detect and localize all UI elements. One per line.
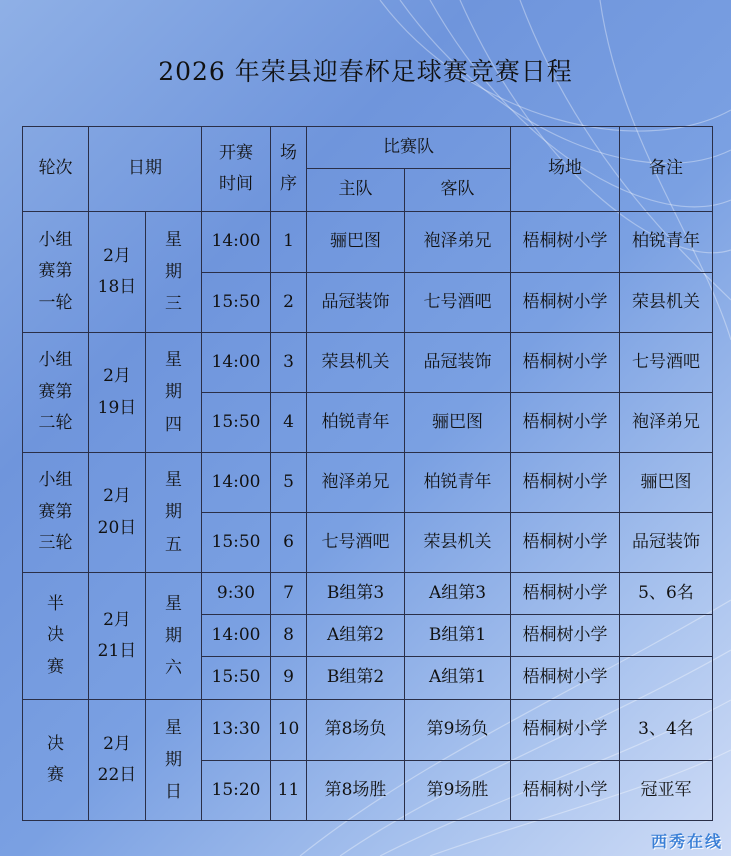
weekday-cell-line: 期 bbox=[165, 502, 182, 523]
header-match-line2: 序 bbox=[280, 174, 297, 194]
note-cell: 柏锐青年 bbox=[620, 212, 713, 273]
table-row bbox=[23, 700, 713, 761]
home-team-cell: 袍泽弟兄 bbox=[307, 453, 405, 513]
date-cell-line: 18日 bbox=[97, 277, 137, 297]
header-date: 日期 bbox=[89, 127, 202, 212]
home-team-cell: A组第2 bbox=[307, 615, 405, 657]
round-cell-line: 决 bbox=[47, 733, 64, 754]
weekday-cell-line: 星 bbox=[165, 470, 182, 491]
home-team-cell: 荣县机关 bbox=[307, 333, 405, 393]
match-no-cell: 7 bbox=[271, 573, 307, 615]
weekday-cell-line: 六 bbox=[165, 658, 182, 679]
venue-cell: 梧桐树小学 bbox=[511, 615, 620, 657]
date-cell bbox=[89, 573, 146, 700]
weekday-cell bbox=[146, 453, 202, 573]
date-cell-line: 2月 bbox=[103, 366, 131, 387]
venue-cell: 梧桐树小学 bbox=[511, 513, 620, 573]
time-cell: 15:50 bbox=[202, 657, 271, 700]
away-team-cell: 荣县机关 bbox=[405, 513, 511, 573]
away-team-cell: 骊巴图 bbox=[405, 393, 511, 453]
header-venue: 场地 bbox=[511, 127, 620, 212]
round-cell-line: 决 bbox=[47, 625, 64, 646]
round-cell bbox=[23, 453, 89, 573]
away-team-cell: B组第1 bbox=[405, 615, 511, 657]
venue-cell: 梧桐树小学 bbox=[511, 393, 620, 453]
date-cell bbox=[89, 700, 146, 821]
time-cell: 15:50 bbox=[202, 393, 271, 453]
date-cell-line: 2月 bbox=[103, 245, 131, 266]
table-row bbox=[23, 333, 713, 393]
weekday-cell-line: 四 bbox=[165, 414, 182, 435]
home-team-cell: 品冠装饰 bbox=[307, 273, 405, 333]
round-cell bbox=[23, 333, 89, 453]
header-teams: 比赛队 bbox=[307, 127, 511, 169]
note-cell: 3、4名 bbox=[620, 700, 713, 761]
weekday-cell-line: 五 bbox=[165, 534, 182, 555]
venue-cell: 梧桐树小学 bbox=[511, 273, 620, 333]
date-cell-line: 19日 bbox=[97, 397, 137, 418]
match-no-cell: 11 bbox=[271, 761, 307, 821]
home-team-cell: 第8场胜 bbox=[307, 761, 405, 821]
round-cell-line: 赛第 bbox=[38, 261, 73, 282]
venue-cell: 梧桐树小学 bbox=[511, 700, 620, 761]
away-team-cell: 品冠装饰 bbox=[405, 333, 511, 393]
match-no-cell: 4 bbox=[271, 393, 307, 453]
round-cell-line: 小组 bbox=[38, 350, 73, 371]
note-cell: 5、6名 bbox=[620, 573, 713, 615]
round-cell bbox=[23, 573, 89, 700]
weekday-cell-line: 星 bbox=[165, 350, 182, 371]
round-cell-line: 三轮 bbox=[38, 533, 73, 554]
away-team-cell: A组第3 bbox=[405, 573, 511, 615]
round-cell bbox=[23, 212, 89, 333]
date-cell bbox=[89, 212, 146, 333]
weekday-cell bbox=[146, 333, 202, 453]
time-cell: 14:00 bbox=[202, 333, 271, 393]
match-no-cell: 10 bbox=[271, 700, 307, 761]
venue-cell: 梧桐树小学 bbox=[511, 657, 620, 700]
table-row bbox=[23, 573, 713, 615]
date-cell bbox=[89, 333, 146, 453]
weekday-cell-line: 期 bbox=[165, 382, 182, 403]
home-team-cell: 骊巴图 bbox=[307, 212, 405, 273]
weekday-cell-line: 期 bbox=[165, 261, 182, 282]
time-cell: 15:20 bbox=[202, 761, 271, 821]
date-cell-line: 22日 bbox=[97, 765, 137, 785]
header-notes: 备注 bbox=[620, 127, 713, 212]
round-cell-line: 赛第 bbox=[38, 501, 73, 522]
note-cell bbox=[620, 615, 713, 657]
weekday-cell-line: 三 bbox=[165, 294, 182, 315]
time-cell: 14:00 bbox=[202, 453, 271, 513]
header-match-no bbox=[271, 127, 307, 212]
date-cell-line: 21日 bbox=[97, 641, 137, 661]
weekday-cell-line: 星 bbox=[165, 229, 182, 250]
round-cell bbox=[23, 700, 89, 821]
note-cell: 品冠装饰 bbox=[620, 513, 713, 573]
home-team-cell: 第8场负 bbox=[307, 700, 405, 761]
date-cell-line: 2月 bbox=[103, 733, 131, 754]
time-cell: 14:00 bbox=[202, 212, 271, 273]
round-cell-line: 一轮 bbox=[38, 292, 73, 313]
header-time-line2: 时间 bbox=[219, 174, 253, 194]
header-match-line1: 场 bbox=[280, 142, 297, 163]
venue-cell: 梧桐树小学 bbox=[511, 453, 620, 513]
match-no-cell: 2 bbox=[271, 273, 307, 333]
table-row bbox=[23, 453, 713, 513]
date-cell bbox=[89, 453, 146, 573]
round-cell-line: 小组 bbox=[38, 470, 73, 491]
note-cell: 荣县机关 bbox=[620, 273, 713, 333]
header-row bbox=[23, 127, 713, 169]
time-cell: 14:00 bbox=[202, 615, 271, 657]
round-cell-line: 半 bbox=[47, 593, 64, 614]
round-cell-line: 赛第 bbox=[38, 381, 73, 402]
match-no-cell: 5 bbox=[271, 453, 307, 513]
header-time bbox=[202, 127, 271, 212]
watermark-logo: 西秀在线 bbox=[650, 832, 723, 851]
date-cell-line: 2月 bbox=[103, 609, 131, 630]
page-title: 2026 年荣县迎春杯足球赛竞赛日程 bbox=[158, 57, 573, 86]
weekday-cell-line: 星 bbox=[165, 717, 182, 738]
weekday-cell bbox=[146, 573, 202, 700]
time-cell: 9:30 bbox=[202, 573, 271, 615]
note-cell: 袍泽弟兄 bbox=[620, 393, 713, 453]
table-row bbox=[23, 212, 713, 273]
round-cell-line: 小组 bbox=[38, 229, 73, 250]
match-no-cell: 8 bbox=[271, 615, 307, 657]
weekday-cell bbox=[146, 212, 202, 333]
away-team-cell: 柏锐青年 bbox=[405, 453, 511, 513]
time-cell: 13:30 bbox=[202, 700, 271, 761]
away-team-cell: A组第1 bbox=[405, 657, 511, 700]
note-cell: 冠亚军 bbox=[620, 761, 713, 821]
round-cell-line: 二轮 bbox=[38, 413, 73, 434]
note-cell: 七号酒吧 bbox=[620, 333, 713, 393]
weekday-cell bbox=[146, 700, 202, 821]
schedule-table bbox=[22, 126, 713, 821]
match-no-cell: 1 bbox=[271, 212, 307, 273]
time-cell: 15:50 bbox=[202, 513, 271, 573]
home-team-cell: 七号酒吧 bbox=[307, 513, 405, 573]
home-team-cell: B组第2 bbox=[307, 657, 405, 700]
match-no-cell: 9 bbox=[271, 657, 307, 700]
match-no-cell: 3 bbox=[271, 333, 307, 393]
note-cell: 骊巴图 bbox=[620, 453, 713, 513]
away-team-cell: 第9场胜 bbox=[405, 761, 511, 821]
venue-cell: 梧桐树小学 bbox=[511, 333, 620, 393]
away-team-cell: 第9场负 bbox=[405, 700, 511, 761]
away-team-cell: 袍泽弟兄 bbox=[405, 212, 511, 273]
away-team-cell: 七号酒吧 bbox=[405, 273, 511, 333]
round-cell-line: 赛 bbox=[47, 656, 64, 677]
date-cell-line: 20日 bbox=[97, 517, 137, 538]
round-cell-line: 赛 bbox=[47, 765, 64, 785]
header-round: 轮次 bbox=[23, 127, 89, 212]
venue-cell: 梧桐树小学 bbox=[511, 212, 620, 273]
header-home: 主队 bbox=[307, 169, 405, 212]
header-away: 客队 bbox=[405, 169, 511, 212]
note-cell bbox=[620, 657, 713, 700]
date-cell-line: 2月 bbox=[103, 486, 131, 507]
match-no-cell: 6 bbox=[271, 513, 307, 573]
home-team-cell: B组第3 bbox=[307, 573, 405, 615]
weekday-cell-line: 星 bbox=[165, 593, 182, 614]
home-team-cell: 柏锐青年 bbox=[307, 393, 405, 453]
weekday-cell-line: 期 bbox=[165, 749, 182, 770]
venue-cell: 梧桐树小学 bbox=[511, 573, 620, 615]
weekday-cell-line: 期 bbox=[165, 625, 182, 646]
time-cell: 15:50 bbox=[202, 273, 271, 333]
venue-cell: 梧桐树小学 bbox=[511, 761, 620, 821]
header-time-line1: 开赛 bbox=[219, 142, 253, 163]
weekday-cell-line: 日 bbox=[165, 782, 182, 803]
